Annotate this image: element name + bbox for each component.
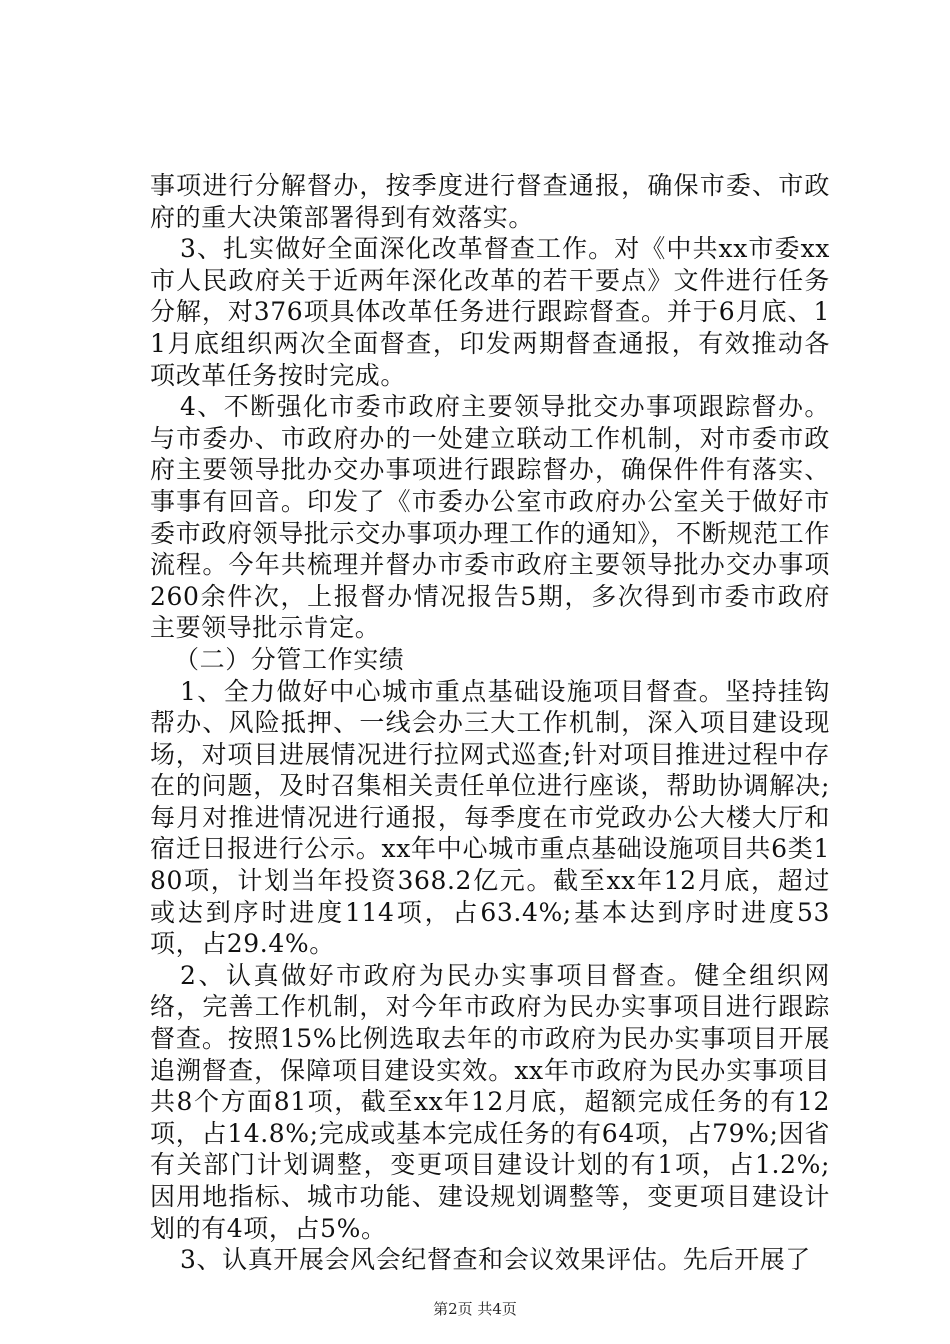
paragraph-item-3-reform-supervision: 3、扎实做好全面深化改革督查工作。对《中共xx市委xx市人民政府关于近两年深化改革的若干要点》文件进行任务分解，对376项具体改革任务进行跟踪督查。并于6月底、11月底组织两次全面督查，印发两期督查通报，有效推动各项改革任务按时完成。 xyxy=(150,234,830,390)
paragraph-continuation: 事项进行分解督办，按季度进行督查通报，确保市委、市政府的重大决策部署得到有效落实。 xyxy=(150,171,830,232)
paragraph-item-4-leader-instructions: 4、不断强化市委市政府主要领导批交办事项跟踪督办。与市委办、市政府办的一处建立联动工作机制，对市委市政府主要领导批办交办事项进行跟踪督办，确保件件有落实、事事有回音。印发了《市委办公室市政府办公室关于做好市委市政府领导批示交办事项办理工作的通知》，不断规范工作流程。今年共梳理并督办市委市政府主要领导批办交办事项260余件次，上报督办情况报告5期，多次得到市委市政府主要领导批示肯定。 xyxy=(150,392,830,643)
section-heading-managed-work: （二）分管工作实绩 xyxy=(174,644,405,674)
paragraph-item-3-meeting-discipline: 3、认真开展会风会纪督查和会议效果评估。先后开展了 xyxy=(180,1245,811,1275)
paragraph-item-1-infrastructure: 1、全力做好中心城市重点基础设施项目督查。坚持挂钩帮办、风险抵押、一线会办三大工作机制，深入项目建设现场，对项目进展情况进行拉网式巡查;针对项目推进过程中存在的问题，及时召集相关责任单位进行座谈，帮助协调解决;每月对推进情况进行通报，每季度在市党政办公大楼大厅和宿迁日报进行公示。xx年中心城市重点基础设施项目共6类180项，计划当年投资368.2亿元。截至xx年12月底，超过或达到序时进度114项，占63.4%;基本达到序时进度53项，占29.4%。 xyxy=(150,676,830,959)
document-body xyxy=(150,170,830,1276)
paragraph-item-2-public-projects: 2、认真做好市政府为民办实事项目督查。健全组织网络，完善工作机制，对今年市政府为民办实事项目进行跟踪督查。按照15%比例选取去年的市政府为民办实事项目开展追溯督查，保障项目建设实效。xx年市政府为民办实事项目共8个方面81项，截至xx年12月底，超额完成任务的有12项，占14.8%;完成或基本完成任务的有64项，占79%;因省有关部门计划调整，变更项目建设计划的有1项，占1.2%;因用地指标、城市功能、建设规划调整等，变更项目建设计划的有4项，占5%。 xyxy=(150,960,830,1243)
page-number-footer: 第2页 共4页 xyxy=(433,1300,517,1318)
